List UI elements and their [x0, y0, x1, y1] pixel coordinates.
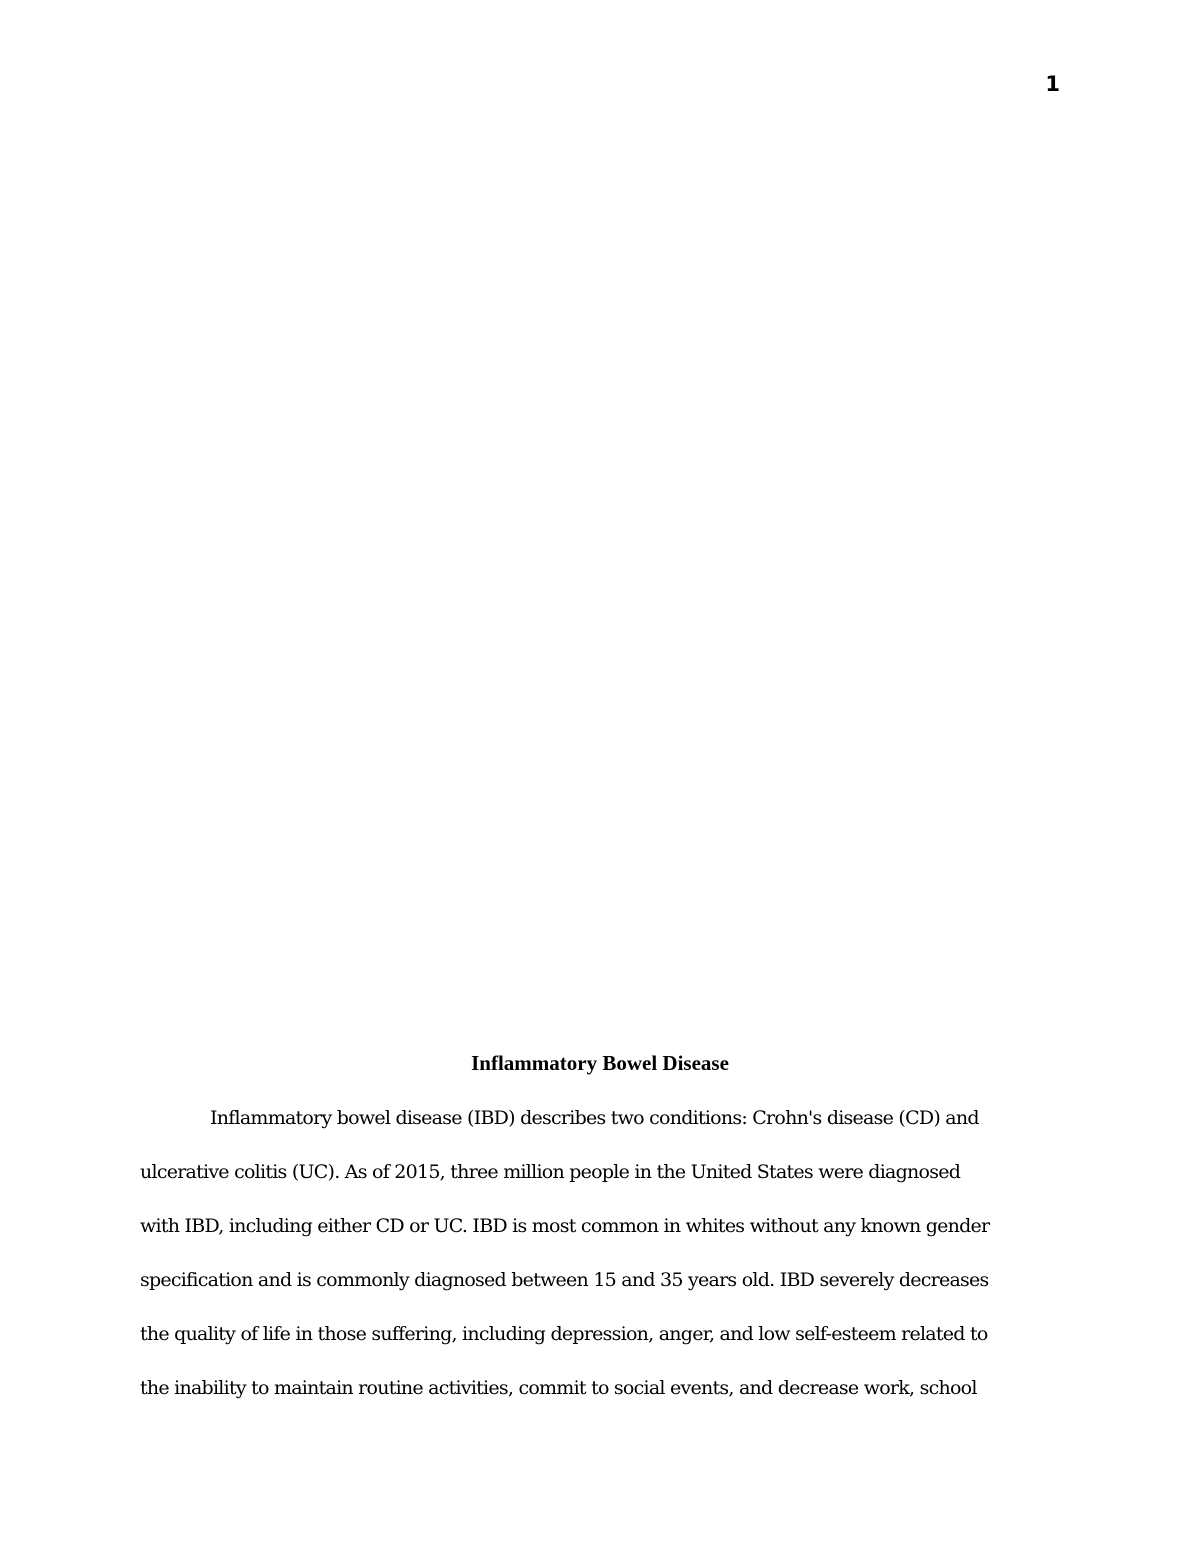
- paragraph-line: Inflammatory bowel disease (IBD) describes two conditions: Crohn's disease (CD) and: [210, 1107, 979, 1129]
- paragraph-line: with IBD, including either CD or UC. IBD is most common in whites without any known gender: [140, 1215, 990, 1237]
- paragraph-line: the inability to maintain routine activities, commit to social events, and decrease work, school: [140, 1377, 977, 1399]
- paragraph-line: ulcerative colitis (UC). As of 2015, three million people in the United States were diagnosed: [140, 1161, 961, 1183]
- paragraph-line: the quality of life in those suffering, including depression, anger, and low self-esteem related to: [140, 1323, 988, 1345]
- paragraph-line: specification and is commonly diagnosed between 15 and 35 years old. IBD severely decreases: [140, 1269, 989, 1291]
- document-title: Inflammatory Bowel Disease: [471, 1051, 729, 1075]
- body-paragraph: [140, 1100, 1060, 1424]
- page-number: 1: [1045, 72, 1060, 96]
